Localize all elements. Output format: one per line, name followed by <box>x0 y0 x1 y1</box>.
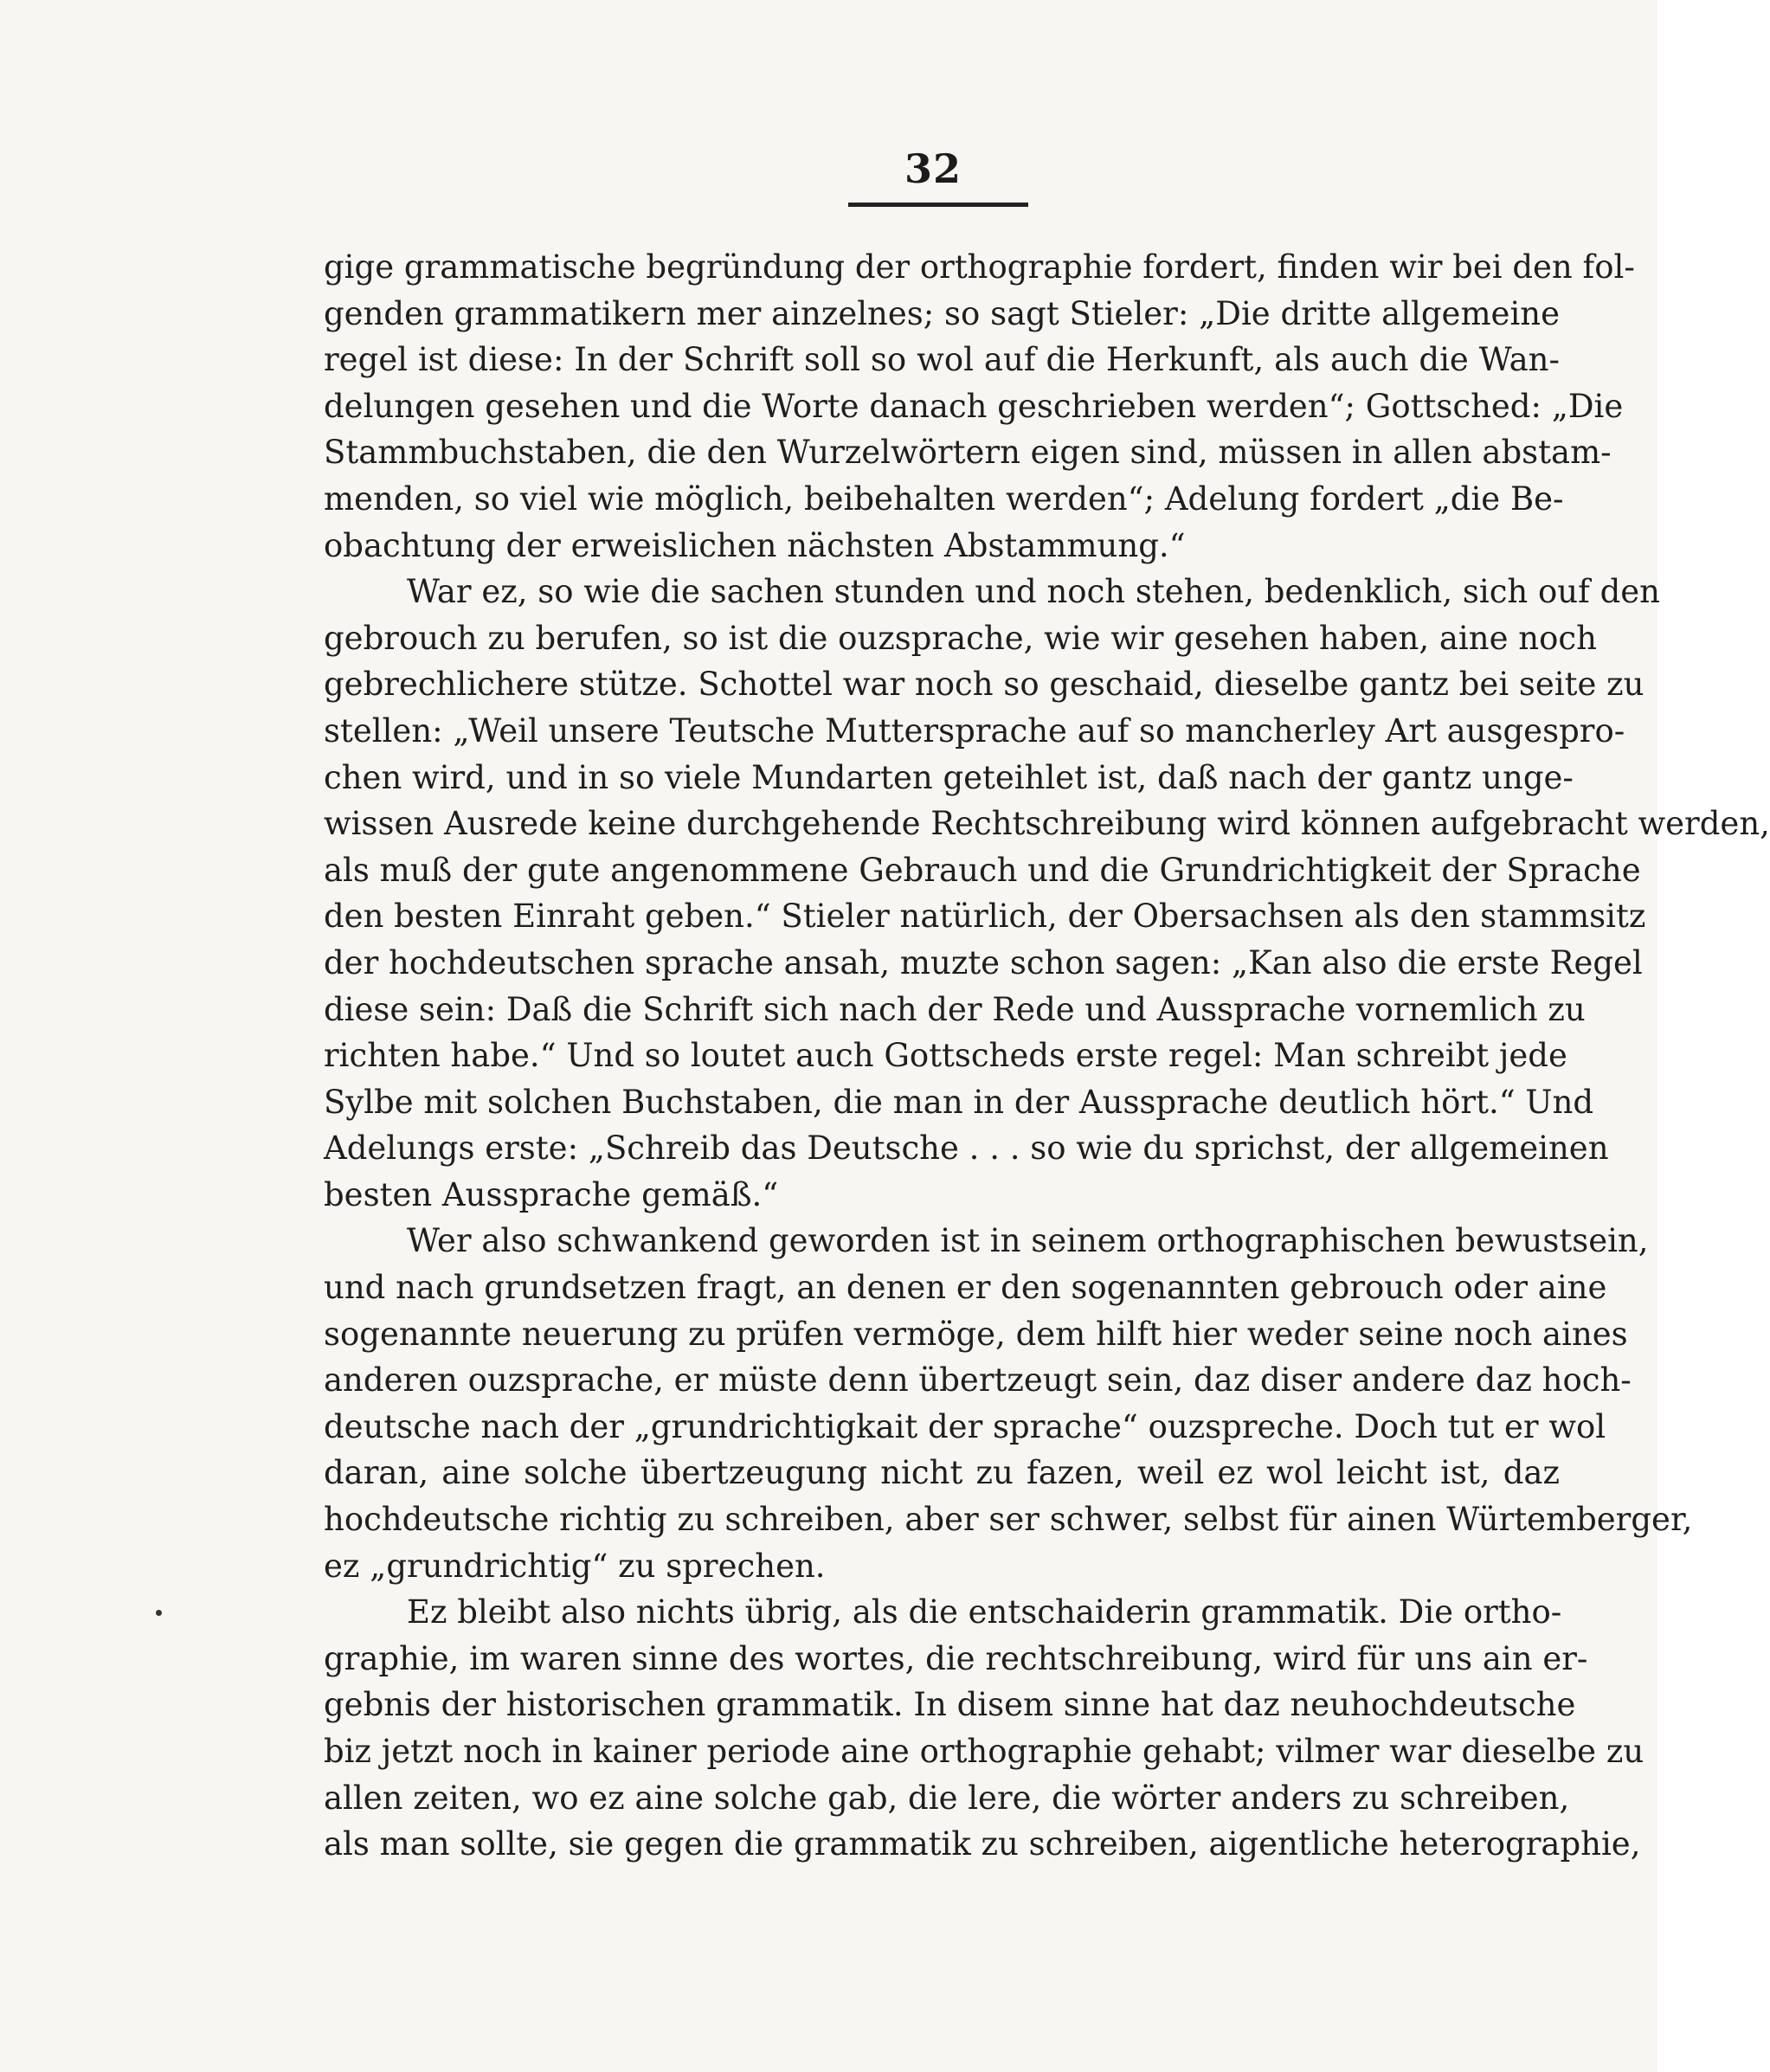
text-line: allen zeiten, wo ez aine solche gab, die lere, die wörter anders zu schreiben, <box>324 1779 1570 1817</box>
text-line: gebrechlichere stütze. Schottel war noch so geschaid, dieselbe gantz bei seite zu <box>324 666 1644 704</box>
text-line: delungen gesehen und die Worte danach geschrieben werden“; Gottsched: „Die <box>324 387 1624 425</box>
text-line: als muß der gute angenommene Gebrauch und die Grundrichtigkeit der Sprache <box>324 851 1641 889</box>
text-line: menden, so viel wie möglich, beibehalten werden“; Adelung fordert „die Be- <box>324 479 1564 518</box>
text-line: biz jetzt noch in kainer periode aine orthographie gehabt; vilmer war dieselbe zu <box>324 1733 1644 1770</box>
text-line: und nach grundsetzen fragt, an denen er den sogenannten gebrouch oder aine <box>324 1269 1607 1307</box>
text-line: hochdeutsche richtig zu schreiben, aber ser schwer, selbst für ainen Würtemberger, <box>324 1501 1693 1539</box>
text-line: ez „grundrichtig“ zu sprechen. <box>324 1547 826 1585</box>
text-line: anderen ouzsprache, er müste denn übertzeugt sein, daz diser andere daz hoch- <box>324 1361 1632 1400</box>
text-line: daran, aine solche übertzeugung nicht zu fazen, weil ez wol leicht ist, daz <box>324 1454 1560 1492</box>
text-line: gebrouch zu berufen, so ist die ouzsprache, wie wir gesehen haben, aine noch <box>324 619 1597 657</box>
margin-mark <box>156 1610 162 1616</box>
text-line: gige grammatische begründung der orthographie fordert, finden wir bei den fol- <box>324 248 1635 286</box>
text-line: diese sein: Daß die Schrift sich nach der Rede und Aussprache vornemlich zu <box>324 990 1586 1028</box>
text-line: chen wird, und in so viele Mundarten geteihlet ist, daß nach der gantz unge- <box>324 758 1574 796</box>
text-line: der hochdeutschen sprache ansah, muzte schon sagen: „Kan also die erste Regel <box>324 943 1643 981</box>
text-line: obachtung der erweislichen nächsten Abstammung.“ <box>324 526 1186 564</box>
body-text <box>324 244 1770 1868</box>
text-line: Ez bleibt also nichts übrig, als die entschaiderin grammatik. Die ortho- <box>407 1593 1562 1631</box>
text-line: Wer also schwankend geworden ist in seinem orthographischen bewustsein, <box>407 1222 1649 1260</box>
page-number: 32 <box>904 145 962 192</box>
text-line: wissen Ausrede keine durchgehende Rechtschreibung wird können aufgebracht werden, <box>324 805 1770 843</box>
text-line: graphie, im waren sinne des wortes, die rechtschreibung, wird für uns ain er- <box>324 1639 1588 1677</box>
text-line: besten Aussprache gemäß.“ <box>324 1175 779 1213</box>
text-line: als man sollte, sie gegen die grammatik zu schreiben, aigentliche heterographie, <box>324 1825 1641 1863</box>
text-line: deutsche nach der „grundrichtigkait der sprache“ ouzspreche. Doch tut er wol <box>324 1407 1606 1445</box>
text-line: Stammbuchstaben, die den Wurzelwörtern eigen sind, müssen in allen abstam- <box>324 434 1612 472</box>
text-line: gebnis der historischen grammatik. In disem sinne hat daz neuhochdeutsche <box>324 1686 1576 1724</box>
header-rule <box>848 203 1028 207</box>
text-line: Sylbe mit solchen Buchstaben, die man in der Aussprache deutlich hört.“ Und <box>324 1083 1594 1121</box>
text-line: genden grammatikern mer ainzelnes; so sagt Stieler: „Die dritte allgemeine <box>324 294 1560 332</box>
text-line: den besten Einraht geben.“ Stieler natürlich, der Obersachsen als den stammsitz <box>324 898 1646 936</box>
text-line: War ez, so wie die sachen stunden und noch stehen, bedenklich, sich ouf den <box>407 573 1660 611</box>
text-line: Adelungs erste: „Schreib das Deutsche . . . so wie du sprichst, der allgemeinen <box>324 1129 1609 1168</box>
text-line: regel ist diese: In der Schrift soll so wol auf die Herkunft, als auch die Wan- <box>324 341 1560 379</box>
text-line: richten habe.“ Und so loutet auch Gottscheds erste regel: Man schreibt jede <box>324 1037 1567 1075</box>
text-line: stellen: „Weil unsere Teutsche Muttersprache auf so mancherley Art ausgespro- <box>324 711 1625 750</box>
text-line: sogenannte neuerung zu prüfen vermöge, dem hilft hier weder seine noch aines <box>324 1315 1628 1353</box>
